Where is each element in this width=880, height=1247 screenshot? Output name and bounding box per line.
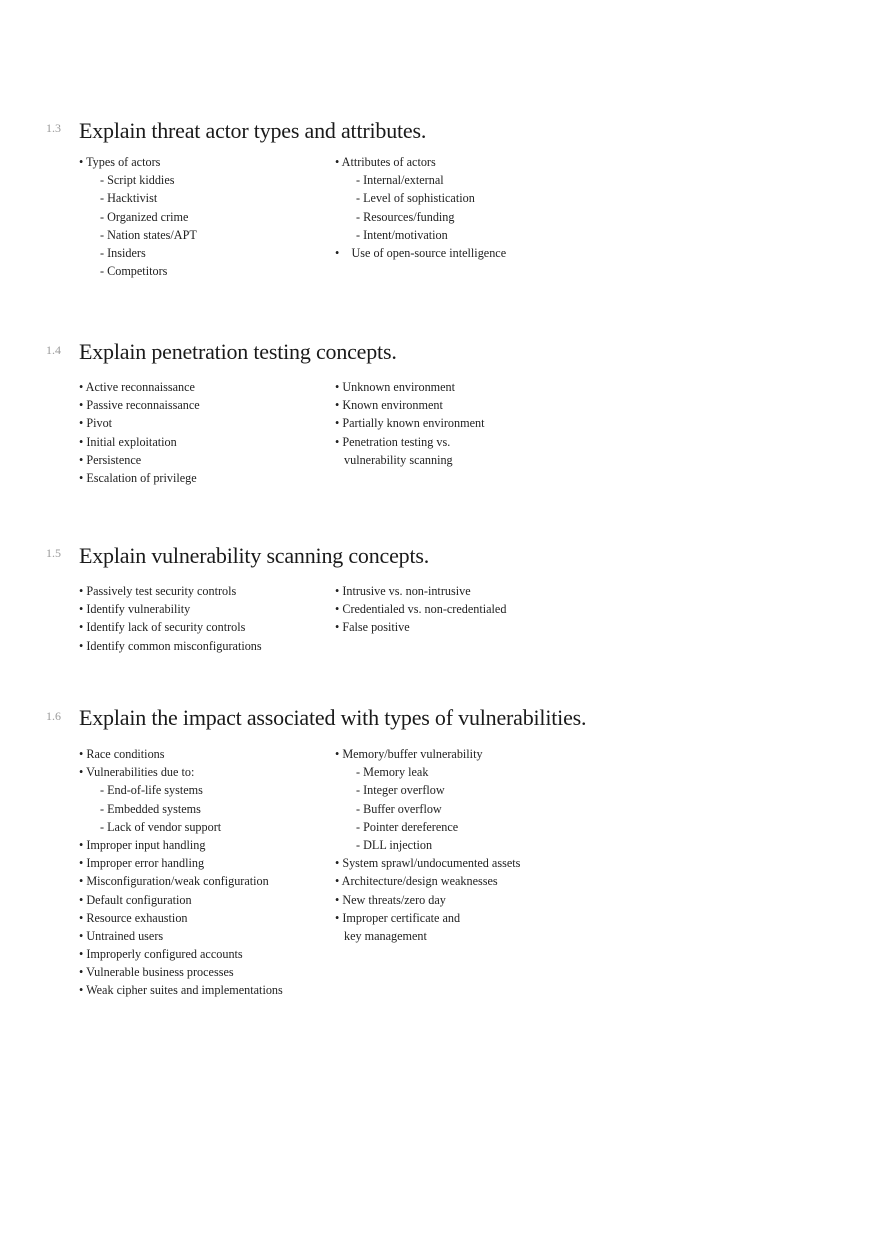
list-item: • Persistence: [79, 452, 142, 467]
list-item: • Resource exhaustion: [79, 910, 188, 925]
section-title: Explain vulnerability scanning concepts.: [79, 543, 430, 568]
list-item: • Vulnerable business processes: [79, 965, 234, 980]
left-column: [79, 153, 197, 280]
right-column: [335, 745, 520, 945]
list-subitem: - Intent/motivation: [356, 227, 448, 242]
section-title: Explain threat actor types and attributes.: [79, 118, 427, 143]
list-subitem: - Buffer overflow: [356, 801, 442, 816]
left-column: [79, 745, 283, 1000]
section-number: 1.5: [46, 546, 61, 560]
list-subitem: - Internal/external: [356, 173, 444, 188]
list-item: • Known environment: [335, 398, 443, 413]
list-subitem: - Insiders: [100, 245, 146, 260]
section-number: 1.3: [46, 121, 61, 135]
section-number: 1.6: [46, 709, 61, 723]
list-subitem: - Embedded systems: [100, 801, 201, 816]
list-subitem: - Competitors: [100, 264, 168, 279]
list-item: • Passively test security controls: [79, 584, 237, 598]
list-item: • Pivot: [79, 416, 113, 431]
list-item: • Escalation of privilege: [79, 470, 197, 485]
list-subitem: - Resources/funding: [356, 209, 455, 224]
list-subitem: - Level of sophistication: [356, 191, 475, 206]
list-subitem: - Nation states/APT: [100, 227, 197, 242]
section-title: Explain the impact associated with types of vulnerabilities.: [79, 705, 587, 730]
list-item: • Partially known environment: [335, 416, 485, 431]
list-item: • New threats/zero day: [335, 892, 446, 907]
list-subitem: - End-of-life systems: [100, 783, 203, 798]
list-subitem: - Memory leak: [356, 765, 429, 780]
list-item: • Credentialed vs. non-credentialed: [335, 602, 507, 617]
list-item: • Identify vulnerability: [79, 602, 191, 617]
list-item: • Identify common misconfigurations: [79, 638, 262, 653]
list-item: • Unknown environment: [335, 380, 456, 394]
list-item: • Untrained users: [79, 928, 164, 943]
list-subitem: - Hacktivist: [100, 191, 158, 206]
list-item: • Default configuration: [79, 892, 192, 907]
list-item: • Architecture/design weaknesses: [335, 874, 498, 889]
list-subitem: - Pointer dereference: [356, 819, 459, 834]
list-item: • Penetration testing vs.: [335, 434, 451, 449]
list-item: • False positive: [335, 620, 410, 635]
list-item: • Improper error handling: [79, 856, 205, 871]
list-subitem: - Lack of vendor support: [100, 819, 222, 834]
list-item: • Use of open-source intelligence: [335, 245, 507, 260]
list-item: • Initial exploitation: [79, 434, 177, 449]
section-number: 1.4: [46, 343, 61, 357]
list-item: • Improper input handling: [79, 837, 206, 852]
list-item: • Misconfiguration/weak configuration: [79, 874, 269, 889]
list-item: • Improper certificate and: [335, 910, 461, 925]
list-subitem: - Script kiddies: [100, 173, 175, 188]
list-subitem: - Integer overflow: [356, 783, 445, 798]
section-title: Explain penetration testing concepts.: [79, 339, 397, 364]
list-subitem: - Organized crime: [100, 209, 189, 224]
list-subitem: - DLL injection: [356, 837, 433, 852]
list-item: • Attributes of actors: [335, 155, 436, 169]
right-column: [335, 378, 484, 469]
list-item: • Passive reconnaissance: [79, 398, 200, 413]
list-item: • Weak cipher suites and implementations: [79, 983, 283, 998]
list-item: • Race conditions: [79, 747, 165, 761]
list-item: • Types of actors: [79, 155, 161, 169]
list-item: • Vulnerabilities due to:: [79, 765, 195, 780]
left-column: [79, 582, 262, 655]
right-column: [335, 153, 506, 262]
list-item: • Improperly configured accounts: [79, 947, 243, 962]
list-item: • Memory/buffer vulnerability: [335, 747, 483, 761]
left-column: [79, 378, 200, 487]
list-item: • Intrusive vs. non-intrusive: [335, 584, 471, 598]
list-item: • Identify lack of security controls: [79, 620, 246, 635]
list-item: • Active reconnaissance: [79, 380, 195, 394]
list-item: • System sprawl/undocumented assets: [335, 856, 521, 871]
right-column: [335, 582, 506, 637]
list-item-continuation: vulnerability scanning: [344, 452, 453, 467]
list-item-continuation: key management: [344, 928, 427, 943]
